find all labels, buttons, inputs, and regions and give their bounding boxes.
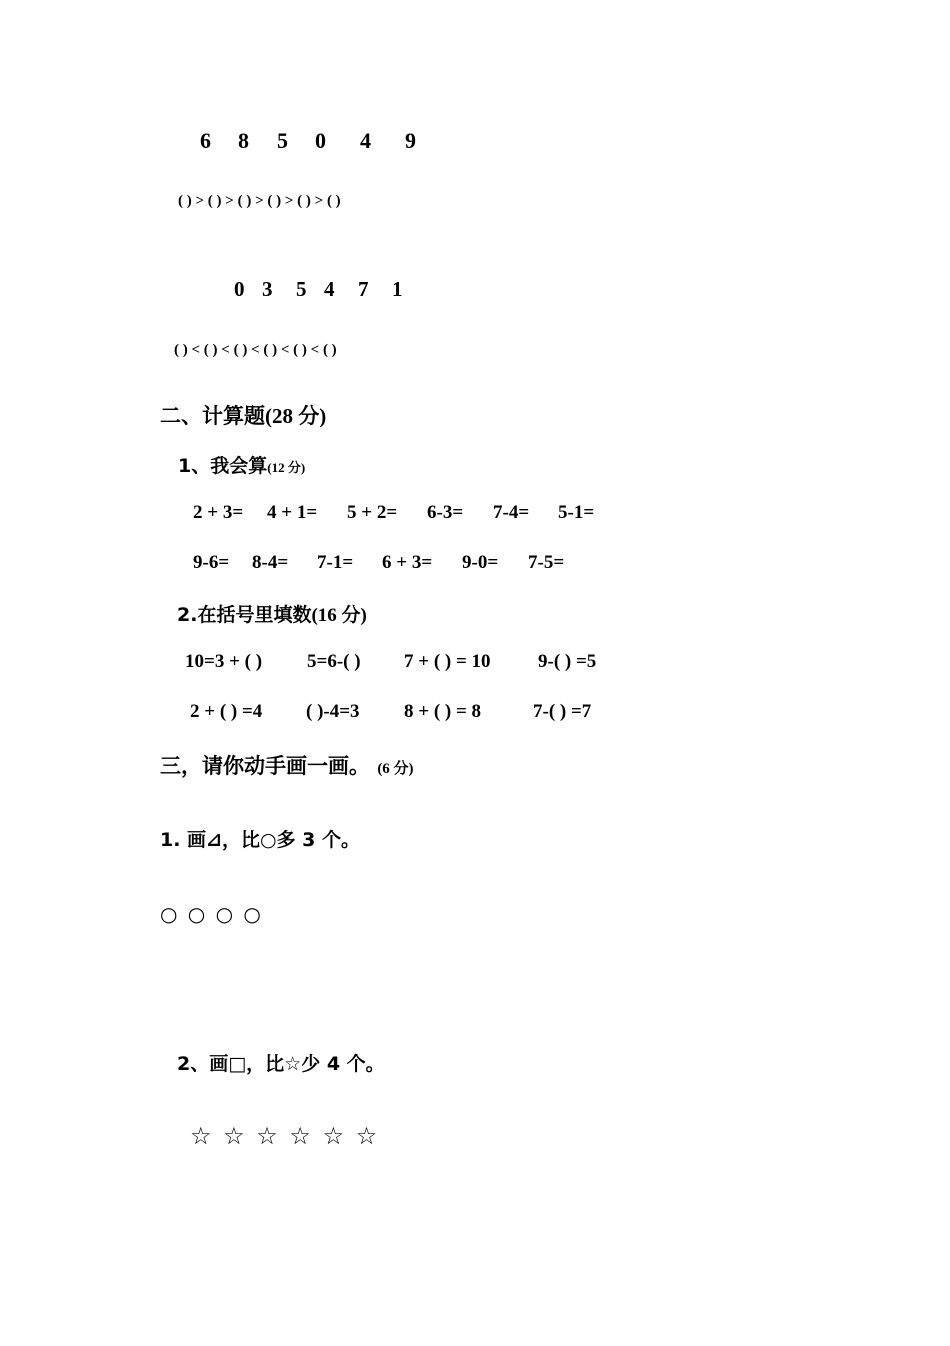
question-2-label: 2.在括号里填数: [177, 604, 312, 626]
calc-item: 6-3=: [427, 502, 464, 523]
digit: 5: [296, 277, 307, 301]
section-2-heading: [160, 400, 326, 430]
section-3-heading: [160, 750, 414, 780]
section-2-title: 二、计算题: [160, 404, 265, 428]
section-3-score: (6 分): [377, 761, 414, 777]
question-1-label: 1、我会算: [178, 455, 268, 477]
digit: 5: [277, 128, 288, 153]
digit: 7: [358, 277, 369, 301]
question-2-score: (16 分): [311, 605, 367, 626]
calc-item: 8-4=: [252, 552, 289, 573]
calc-item: 5-1=: [558, 502, 595, 523]
fill-item: 10=3 + ( ): [185, 651, 263, 672]
fill-item: 5=6-( ): [307, 651, 361, 672]
digit: 6: [200, 128, 211, 153]
digit: 0: [315, 128, 326, 153]
digit: 0: [234, 277, 245, 301]
compare-row-1: ( ) > ( ) > ( ) > ( ) > ( ) > ( ): [178, 193, 341, 209]
question-1-title: [178, 451, 305, 478]
calc-item: 7-1=: [317, 552, 354, 573]
digit: 8: [238, 128, 249, 153]
fill-item: 2 + ( ) =4: [190, 701, 263, 722]
question-1-score: (12 分): [267, 460, 306, 475]
calc-item: 7-5=: [528, 552, 565, 573]
section-2-score: (28 分): [265, 404, 327, 428]
circles-row: ○ ○ ○ ○: [160, 902, 263, 926]
digit: 3: [262, 277, 273, 301]
compare-row-2: ( ) < ( ) < ( ) < ( ) < ( ) < ( ): [174, 342, 337, 358]
stars-row: ☆ ☆ ☆ ☆ ☆ ☆: [190, 1122, 380, 1150]
draw-question-1: 1. 画⊿，比○多 3 个。: [160, 829, 361, 851]
digit: 1: [392, 277, 403, 301]
section-3-title: 三，请你动手画一画。: [160, 754, 370, 778]
calc-item: 4 + 1=: [267, 502, 318, 523]
calc-item: 6 + 3=: [382, 552, 433, 573]
fill-item: 7-( ) =7: [533, 701, 592, 722]
fill-row-2: [0, 701, 950, 727]
digits-row-1: [0, 128, 950, 158]
digit: 9: [405, 128, 416, 153]
digits-row-2: [0, 277, 950, 307]
draw-question-2: 2、画□，比☆少 4 个。: [177, 1053, 385, 1075]
calc-item: 7-4=: [493, 502, 530, 523]
fill-item: 9-( ) =5: [538, 651, 597, 672]
calc-item: 9-6=: [193, 552, 230, 573]
calc-row-1: [0, 502, 950, 528]
calc-item: 9-0=: [462, 552, 499, 573]
digit: 4: [324, 277, 335, 301]
question-2-title: [177, 600, 367, 627]
fill-item: ( )-4=3: [306, 701, 360, 722]
calc-item: 2 + 3=: [193, 502, 244, 523]
calc-row-2: [0, 552, 950, 578]
fill-item: 7 + ( ) = 10: [404, 651, 491, 672]
fill-row-1: [0, 651, 950, 677]
calc-item: 5 + 2=: [347, 502, 398, 523]
fill-item: 8 + ( ) = 8: [404, 701, 482, 722]
digit: 4: [360, 128, 371, 153]
